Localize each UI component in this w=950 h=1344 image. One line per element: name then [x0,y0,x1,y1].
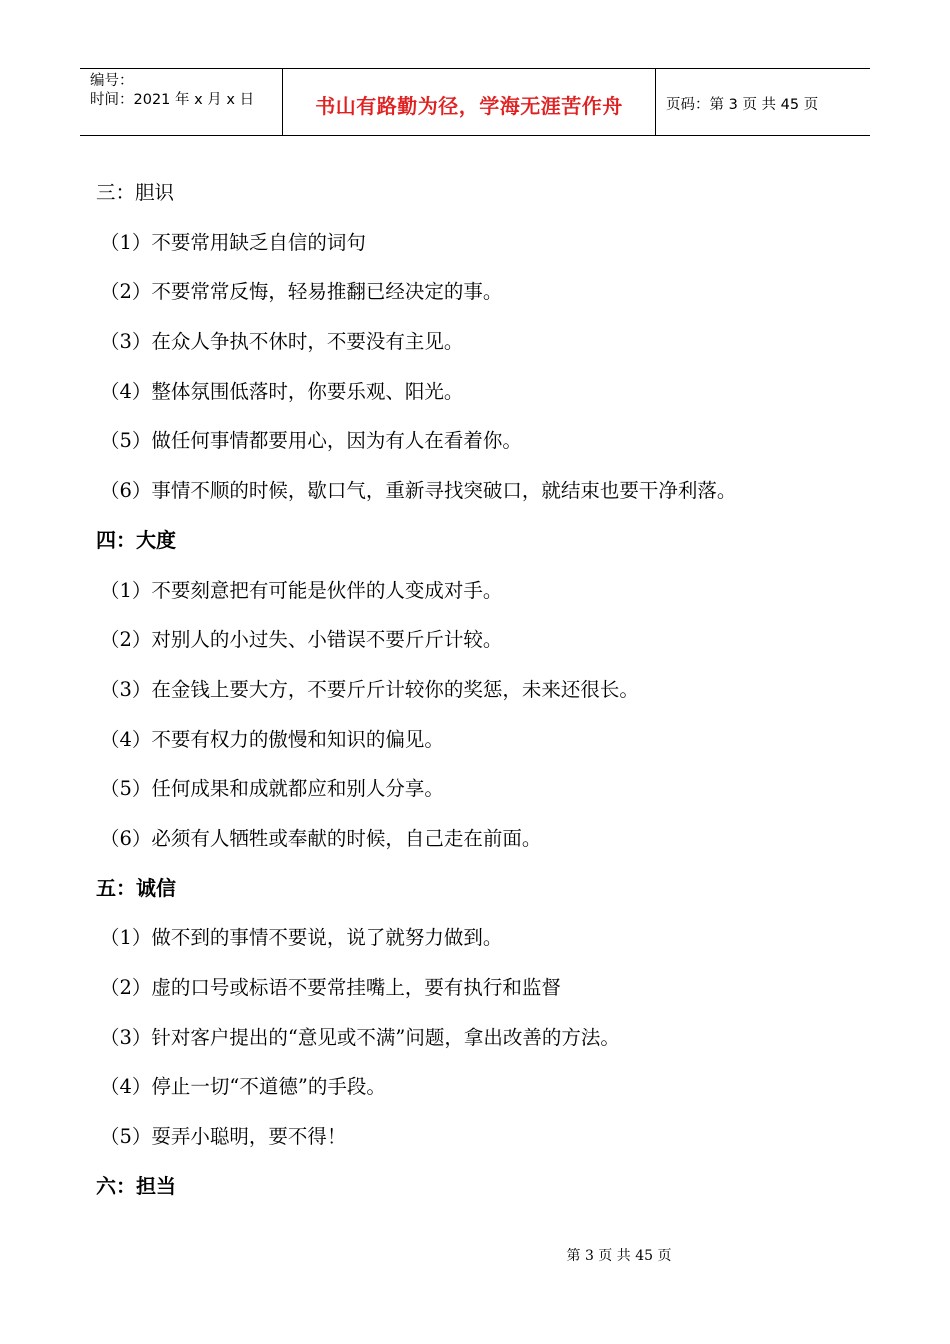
list-item: （1）做不到的事情不要说，说了就努力做到。 [100,926,503,950]
list-item: （1）不要常用缺乏自信的词句 [100,230,366,254]
list-item: （1）不要刻意把有可能是伙伴的人变成对手。 [100,578,503,602]
list-item: （2）虚的口号或标语不要常挂嘴上，要有执行和监督 [100,976,561,999]
list-item: （4）不要有权力的傲慢和知识的偏见。 [100,727,444,751]
list-item: （5）耍弄小聪明，要不得！ [100,1125,347,1149]
list-item: （4）整体氛围低落时，你要乐观、阳光。 [100,379,464,403]
list-item: （3）针对客户提出的“意见或不满”问题，拿出改善的方法。 [100,1025,620,1049]
doc-number-label: 编号： [90,73,134,89]
section-heading: 六：担当 [96,1173,176,1198]
header-motto: 书山有路勤为径，学海无涯苦作舟 [282,69,656,135]
doc-time-label: 时间：2021 年 x 月 x 日 [90,92,255,108]
list-item: （4）停止一切“不道德”的手段。 [100,1075,386,1099]
list-item: （6）必须有人牺牲或奉献的时候，自己走在前面。 [100,826,542,850]
header-meta [80,69,282,135]
list-item: （3）在金钱上要大方，不要斤斤计较你的奖惩，未来还很长。 [100,677,639,701]
list-item: （2）不要常常反悔，轻易推翻已经决定的事。 [100,280,503,304]
list-item: （6）事情不顺的时候，歇口气，重新寻找突破口，就结束也要干净利落。 [100,479,737,503]
page-header [80,68,870,136]
section-heading: 三：胆识 [96,181,175,204]
section-heading: 五：诚信 [96,875,176,900]
document-body [96,168,876,1211]
header-page-info: 页码：第 3 页 共 45 页 [666,96,819,113]
list-item: （5）做任何事情都要用心，因为有人在看着你。 [100,429,522,453]
page-footer: 第 3 页 共 45 页 [566,1248,672,1264]
list-item: （2）对别人的小过失、小错误不要斤斤计较。 [100,628,503,652]
section-heading: 四：大度 [96,527,176,552]
list-item: （3）在众人争执不休时，不要没有主见。 [100,330,464,354]
list-item: （5）任何成果和成就都应和别人分享。 [100,777,444,801]
